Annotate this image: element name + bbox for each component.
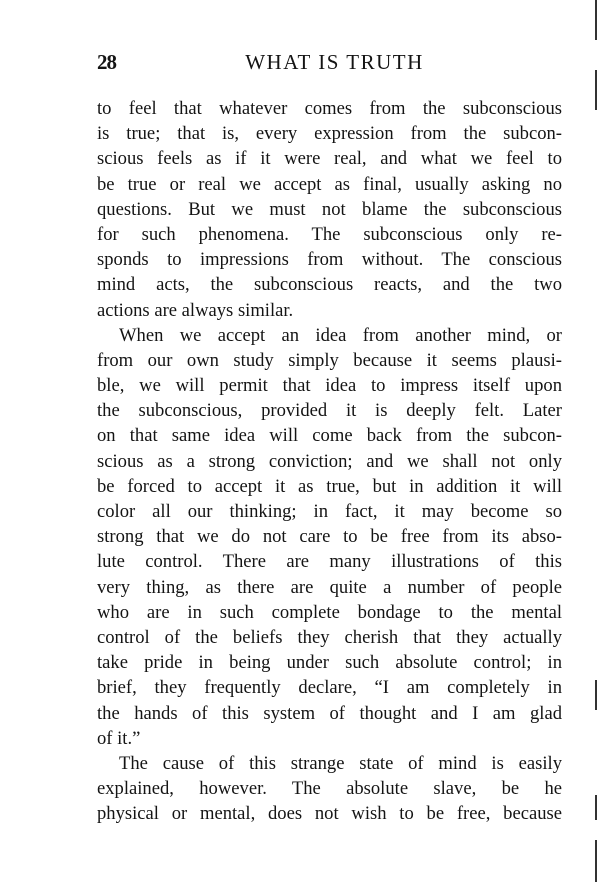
text-line: is true; that is, every expression from the subcon- <box>97 123 562 145</box>
text-line: strong that we do not care to be free from its abso- <box>97 526 562 548</box>
page-header <box>97 50 562 80</box>
scan-edge-mark <box>595 0 597 40</box>
text-line: explained, however. The absolute slave, be he <box>97 778 562 800</box>
scan-edge-mark <box>595 840 597 882</box>
text-line: who are in such complete bondage to the mental <box>97 601 562 623</box>
scan-edge-mark <box>595 795 597 820</box>
text-line: physical or mental, does not wish to be free, because <box>97 803 562 825</box>
text-line: mind acts, the subconscious reacts, and the two <box>97 274 562 296</box>
text-line: the subconscious, provided it is deeply felt. Later <box>97 400 562 422</box>
text-line: ble, we will permit that idea to impress itself upon <box>97 375 562 397</box>
text-line: be true or real we accept as final, usually asking no <box>97 173 562 195</box>
text-line: of it.” <box>97 727 141 749</box>
text-line: scious as a strong conviction; and we shall not only <box>97 450 562 472</box>
body-text <box>97 96 562 826</box>
text-line: the hands of this system of thought and I am glad <box>97 702 562 724</box>
text-line: take pride in being under such absolute control; in <box>97 652 562 674</box>
text-line: for such phenomena. The subconscious only re- <box>97 223 562 245</box>
text-line: scious feels as if it were real, and what we feel to <box>97 148 562 170</box>
text-line: be forced to accept it as true, but in addition it will <box>97 475 562 497</box>
text-line: When we accept an idea from another mind, or <box>119 324 562 346</box>
text-line: color all our thinking; in fact, it may become so <box>97 501 562 522</box>
scan-edge-mark <box>595 70 597 110</box>
text-line: sponds to impressions from without. The conscious <box>97 249 562 271</box>
text-line: actions are always similar. <box>97 299 294 321</box>
running-title: WHAT IS TRUTH <box>245 50 424 74</box>
text-line: to feel that whatever comes from the subconscious <box>97 98 562 119</box>
text-line: very thing, as there are quite a number of people <box>97 576 562 598</box>
text-line: control of the beliefs they cherish that they actually <box>97 626 562 648</box>
text-line: brief, they frequently declare, “I am completely in <box>97 677 562 699</box>
text-line: The cause of this strange state of mind is easily <box>119 752 562 774</box>
text-line: from our own study simply because it seems plausi- <box>97 349 562 371</box>
text-line: questions. But we must not blame the subconscious <box>97 198 562 220</box>
page-number: 28 <box>97 50 116 74</box>
scan-edge-mark <box>595 680 597 710</box>
text-line: on that same idea will come back from the subcon- <box>97 425 562 447</box>
text-line: lute control. There are many illustrations of this <box>97 551 562 573</box>
